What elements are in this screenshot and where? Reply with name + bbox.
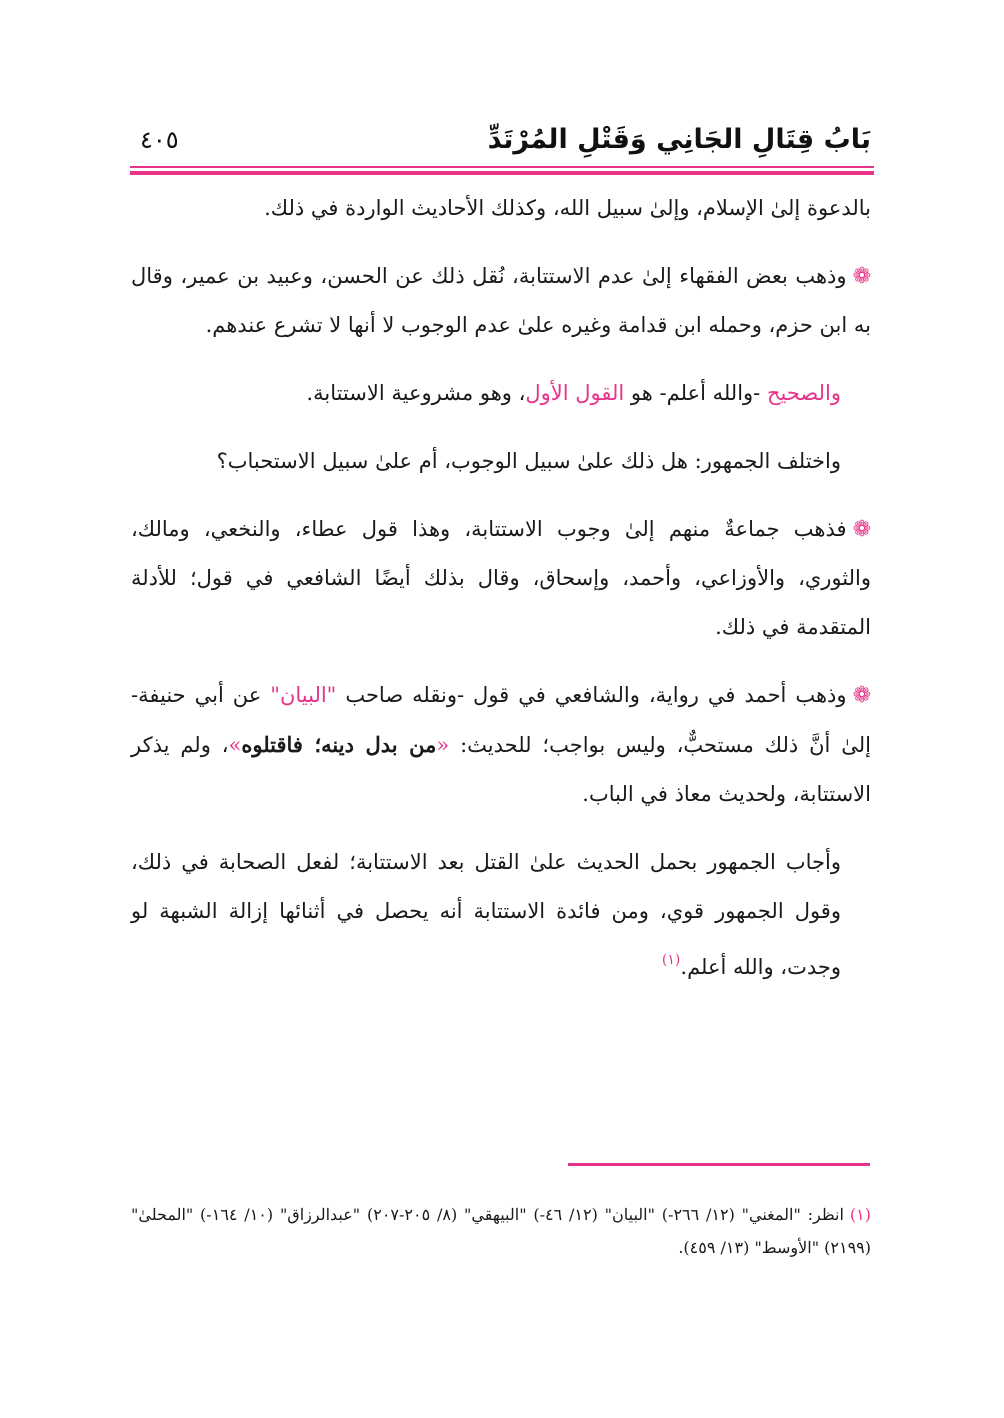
highlight-sahih: والصحيح [766,381,841,405]
hadith-close-quote: » [228,733,242,757]
paragraph-6 [131,671,871,819]
paragraph-1: بالدعوة إلىٰ الإسلام، وإلىٰ سبيل الله، وكذلك الأحاديث الواردة في ذلك. [264,196,871,220]
paragraph-2 [131,252,871,350]
paragraph-4: واختلف الجمهور: هل ذلك علىٰ سبيل الوجوب، أم علىٰ سبيل الاستحباب؟ [216,449,841,473]
footnote-text: انظر: "المغني" (١٢/ ٢٦٦-) "البيان" (١٢/ ٤٦-) "البيهقي" (٨/ ٢٠٥-٢٠٧) "عبدالرزاق" (١٠/ ١٦٤-) "المحلىٰ" (٢١٩٩) "الأوسط" (١٣/ ٤٥٩). [131,1205,871,1257]
hadith-open-quote: « [436,733,450,757]
paragraph-3 [131,369,871,418]
paragraph-7-text: وأجاب الجمهور بحمل الحديث علىٰ القتل بعد الاستتابة؛ لفعل الصحابة في ذلك، وقول الجمهور قوي، ومن فائدة الاستتابة أنه يحصل في أثنائها إزالة الشبهة لو وجدت، والله أعلم. [131,850,841,979]
paragraph-3-part-d: ، وهو مشروعية الاستتابة. [306,381,526,405]
flower-icon: ❁ [852,517,871,542]
body-text [131,184,871,1011]
paragraph-6-part-a: وذهب أحمد في رواية، والشافعي في قول -ونقله صاحب [336,683,847,707]
footnote [131,1198,871,1264]
page-number: ٤٠٥ [140,126,179,154]
flower-icon: ❁ [852,264,871,289]
footnote-number: (١) [849,1205,871,1224]
running-title: بَابُ قِتَالِ الجَانِي وَقَتْلِ المُرْتَدِّ [487,124,871,155]
paragraph-7 [131,838,871,992]
paragraph-3-part-b: -والله أعلم- هو [624,381,767,405]
paragraph-5 [131,505,871,652]
footnote-ref[interactable]: (١) [661,952,681,968]
header-rule-thick [130,171,874,175]
highlight-first-opinion: القول الأول [525,381,625,405]
footnote-rule [568,1163,870,1166]
paragraph-2-text: وذهب بعض الفقهاء إلىٰ عدم الاستتابة، نُقل ذلك عن الحسن، وعبيد بن عمير، وقال به ابن حزم، وحمله ابن قدامة وغيره علىٰ عدم الوجوب لا أنها لا تشرع عندهم. [131,264,871,337]
paragraph-5-text: فذهب جماعةٌ منهم إلىٰ وجوب الاستتابة، وهذا قول عطاء، والنخعي، ومالك، والثوري، والأوزاعي، وأحمد، وإسحاق، وقال بذلك أيضًا الشافعي في قول؛ للأدلة المتقدمة في ذلك. [131,517,871,639]
flower-icon: ❁ [852,683,871,708]
header-rule-thin [130,166,874,168]
paragraph-6-part-c: عن أبي حنيفة- إلىٰ أنَّ ذلك مستحبٌّ، وليس بواجب؛ للحديث: [131,683,871,757]
book-title-bayan: "البيان" [270,683,337,707]
paragraph-6-part-g: ، ولم يذكر الاستتابة، ولحديث معاذ في الباب. [131,733,871,806]
hadith-text: من بدل دينه؛ فاقتلوه [241,732,437,757]
